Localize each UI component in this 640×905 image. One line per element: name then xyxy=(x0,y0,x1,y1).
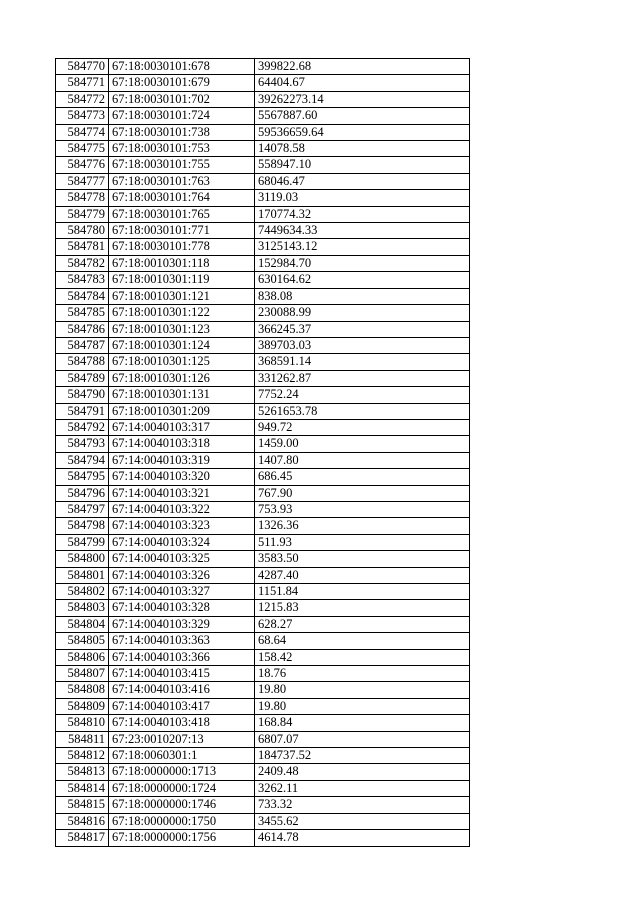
row-number-cell: 584816 xyxy=(56,813,109,829)
cadastral-number-cell: 67:18:0010301:118 xyxy=(109,255,255,271)
table-row xyxy=(56,764,470,780)
row-number-cell: 584771 xyxy=(56,75,109,91)
table-row xyxy=(56,190,470,206)
cadastral-number-cell: 67:18:0000000:1713 xyxy=(109,764,255,780)
table-row xyxy=(56,633,470,649)
cadastral-number-cell: 67:18:0030101:702 xyxy=(109,91,255,107)
value-cell: 753.93 xyxy=(255,501,470,517)
table-row xyxy=(56,731,470,747)
cadastral-number-cell: 67:18:0060301:1 xyxy=(109,748,255,764)
value-cell: 1459.00 xyxy=(255,436,470,452)
cadastral-number-cell: 67:18:0000000:1750 xyxy=(109,813,255,829)
value-cell: 19.80 xyxy=(255,682,470,698)
table-row xyxy=(56,698,470,714)
value-cell: 4614.78 xyxy=(255,830,470,846)
row-number-cell: 584775 xyxy=(56,141,109,157)
row-number-cell: 584777 xyxy=(56,173,109,189)
cadastral-number-cell: 67:18:0010301:119 xyxy=(109,272,255,288)
table-row xyxy=(56,173,470,189)
table-row xyxy=(56,124,470,140)
table-row xyxy=(56,141,470,157)
cadastral-number-cell: 67:14:0040103:415 xyxy=(109,666,255,682)
table-row xyxy=(56,600,470,616)
value-cell: 168.84 xyxy=(255,715,470,731)
row-number-cell: 584811 xyxy=(56,731,109,747)
table-body xyxy=(56,59,470,847)
row-number-cell: 584794 xyxy=(56,452,109,468)
table-row xyxy=(56,830,470,846)
table-row xyxy=(56,666,470,682)
row-number-cell: 584803 xyxy=(56,600,109,616)
cadastral-number-cell: 67:18:0030101:738 xyxy=(109,124,255,140)
table-row xyxy=(56,748,470,764)
value-cell: 389703.03 xyxy=(255,337,470,353)
table-row xyxy=(56,797,470,813)
table-row xyxy=(56,649,470,665)
value-cell: 230088.99 xyxy=(255,305,470,321)
cadastral-number-cell: 67:14:0040103:327 xyxy=(109,584,255,600)
row-number-cell: 584779 xyxy=(56,206,109,222)
table-row xyxy=(56,534,470,550)
row-number-cell: 584785 xyxy=(56,305,109,321)
cadastral-number-cell: 67:18:0010301:123 xyxy=(109,321,255,337)
cadastral-number-cell: 67:18:0010301:126 xyxy=(109,370,255,386)
row-number-cell: 584780 xyxy=(56,223,109,239)
table-row xyxy=(56,551,470,567)
row-number-cell: 584813 xyxy=(56,764,109,780)
value-cell: 39262273.14 xyxy=(255,91,470,107)
row-number-cell: 584805 xyxy=(56,633,109,649)
table-row xyxy=(56,485,470,501)
table-row xyxy=(56,469,470,485)
cadastral-number-cell: 67:18:0030101:678 xyxy=(109,59,255,75)
row-number-cell: 584776 xyxy=(56,157,109,173)
value-cell: 1407.80 xyxy=(255,452,470,468)
table-row xyxy=(56,288,470,304)
value-cell: 68046.47 xyxy=(255,173,470,189)
row-number-cell: 584783 xyxy=(56,272,109,288)
row-number-cell: 584770 xyxy=(56,59,109,75)
table-row xyxy=(56,239,470,255)
row-number-cell: 584786 xyxy=(56,321,109,337)
row-number-cell: 584788 xyxy=(56,354,109,370)
row-number-cell: 584772 xyxy=(56,91,109,107)
row-number-cell: 584815 xyxy=(56,797,109,813)
cadastral-number-cell: 67:18:0030101:778 xyxy=(109,239,255,255)
value-cell: 3262.11 xyxy=(255,780,470,796)
value-cell: 5261653.78 xyxy=(255,403,470,419)
table-row xyxy=(56,436,470,452)
cadastral-number-cell: 67:18:0030101:763 xyxy=(109,173,255,189)
table-row xyxy=(56,305,470,321)
table-row xyxy=(56,584,470,600)
value-cell: 14078.58 xyxy=(255,141,470,157)
cadastral-number-cell: 67:18:0030101:765 xyxy=(109,206,255,222)
table-row xyxy=(56,223,470,239)
cadastral-number-cell: 67:14:0040103:324 xyxy=(109,534,255,550)
cadastral-number-cell: 67:18:0030101:764 xyxy=(109,190,255,206)
row-number-cell: 584782 xyxy=(56,255,109,271)
cadastral-number-cell: 67:14:0040103:321 xyxy=(109,485,255,501)
cadastral-number-cell: 67:18:0000000:1756 xyxy=(109,830,255,846)
table-row xyxy=(56,403,470,419)
row-number-cell: 584795 xyxy=(56,469,109,485)
table-row xyxy=(56,75,470,91)
value-cell: 152984.70 xyxy=(255,255,470,271)
row-number-cell: 584814 xyxy=(56,780,109,796)
table-row xyxy=(56,272,470,288)
cadastral-number-cell: 67:14:0040103:328 xyxy=(109,600,255,616)
row-number-cell: 584791 xyxy=(56,403,109,419)
row-number-cell: 584807 xyxy=(56,666,109,682)
row-number-cell: 584778 xyxy=(56,190,109,206)
cadastral-number-cell: 67:18:0010301:125 xyxy=(109,354,255,370)
row-number-cell: 584798 xyxy=(56,518,109,534)
cadastral-number-cell: 67:18:0010301:122 xyxy=(109,305,255,321)
value-cell: 558947.10 xyxy=(255,157,470,173)
cadastral-number-cell: 67:14:0040103:319 xyxy=(109,452,255,468)
cadastral-number-cell: 67:14:0040103:318 xyxy=(109,436,255,452)
row-number-cell: 584809 xyxy=(56,698,109,714)
table-row xyxy=(56,715,470,731)
cadastral-number-cell: 67:14:0040103:325 xyxy=(109,551,255,567)
cadastral-number-cell: 67:18:0030101:755 xyxy=(109,157,255,173)
cadastral-number-cell: 67:18:0010301:131 xyxy=(109,387,255,403)
row-number-cell: 584789 xyxy=(56,370,109,386)
value-cell: 6807.07 xyxy=(255,731,470,747)
row-number-cell: 584817 xyxy=(56,830,109,846)
value-cell: 3119.03 xyxy=(255,190,470,206)
row-number-cell: 584796 xyxy=(56,485,109,501)
value-cell: 630164.62 xyxy=(255,272,470,288)
row-number-cell: 584787 xyxy=(56,337,109,353)
row-number-cell: 584781 xyxy=(56,239,109,255)
row-number-cell: 584808 xyxy=(56,682,109,698)
row-number-cell: 584802 xyxy=(56,584,109,600)
value-cell: 767.90 xyxy=(255,485,470,501)
value-cell: 4287.40 xyxy=(255,567,470,583)
value-cell: 949.72 xyxy=(255,419,470,435)
value-cell: 628.27 xyxy=(255,616,470,632)
table-row xyxy=(56,370,470,386)
row-number-cell: 584784 xyxy=(56,288,109,304)
table-row xyxy=(56,419,470,435)
value-cell: 368591.14 xyxy=(255,354,470,370)
value-cell: 2409.48 xyxy=(255,764,470,780)
row-number-cell: 584799 xyxy=(56,534,109,550)
cadastral-number-cell: 67:18:0000000:1724 xyxy=(109,780,255,796)
row-number-cell: 584810 xyxy=(56,715,109,731)
value-cell: 3455.62 xyxy=(255,813,470,829)
value-cell: 68.64 xyxy=(255,633,470,649)
row-number-cell: 584774 xyxy=(56,124,109,140)
value-cell: 7752.24 xyxy=(255,387,470,403)
cadastral-number-cell: 67:14:0040103:366 xyxy=(109,649,255,665)
row-number-cell: 584804 xyxy=(56,616,109,632)
cadastral-number-cell: 67:14:0040103:416 xyxy=(109,682,255,698)
table-row xyxy=(56,616,470,632)
value-cell: 18.76 xyxy=(255,666,470,682)
value-cell: 1151.84 xyxy=(255,584,470,600)
table-row xyxy=(56,567,470,583)
cadastral-number-cell: 67:14:0040103:326 xyxy=(109,567,255,583)
value-cell: 733.32 xyxy=(255,797,470,813)
table-row xyxy=(56,682,470,698)
cadastral-number-cell: 67:18:0010301:121 xyxy=(109,288,255,304)
table-row xyxy=(56,337,470,353)
value-cell: 1326.36 xyxy=(255,518,470,534)
cadastral-number-cell: 67:18:0030101:771 xyxy=(109,223,255,239)
table-row xyxy=(56,59,470,75)
row-number-cell: 584800 xyxy=(56,551,109,567)
value-cell: 7449634.33 xyxy=(255,223,470,239)
cadastral-number-cell: 67:23:0010207:13 xyxy=(109,731,255,747)
value-cell: 3125143.12 xyxy=(255,239,470,255)
value-cell: 686.45 xyxy=(255,469,470,485)
value-cell: 366245.37 xyxy=(255,321,470,337)
value-cell: 5567887.60 xyxy=(255,108,470,124)
cadastral-number-cell: 67:14:0040103:417 xyxy=(109,698,255,714)
table-row xyxy=(56,452,470,468)
cadastral-number-cell: 67:14:0040103:329 xyxy=(109,616,255,632)
cadastral-number-cell: 67:14:0040103:320 xyxy=(109,469,255,485)
cadastral-number-cell: 67:18:0030101:753 xyxy=(109,141,255,157)
value-cell: 331262.87 xyxy=(255,370,470,386)
value-cell: 170774.32 xyxy=(255,206,470,222)
cadastral-value-table xyxy=(55,58,470,847)
table-row xyxy=(56,108,470,124)
value-cell: 399822.68 xyxy=(255,59,470,75)
value-cell: 511.93 xyxy=(255,534,470,550)
row-number-cell: 584812 xyxy=(56,748,109,764)
row-number-cell: 584801 xyxy=(56,567,109,583)
cadastral-number-cell: 67:14:0040103:323 xyxy=(109,518,255,534)
value-cell: 3583.50 xyxy=(255,551,470,567)
table-row xyxy=(56,157,470,173)
row-number-cell: 584790 xyxy=(56,387,109,403)
row-number-cell: 584793 xyxy=(56,436,109,452)
table-row xyxy=(56,354,470,370)
value-cell: 59536659.64 xyxy=(255,124,470,140)
cadastral-number-cell: 67:14:0040103:317 xyxy=(109,419,255,435)
cadastral-number-cell: 67:18:0010301:124 xyxy=(109,337,255,353)
row-number-cell: 584797 xyxy=(56,501,109,517)
value-cell: 184737.52 xyxy=(255,748,470,764)
cadastral-number-cell: 67:18:0030101:724 xyxy=(109,108,255,124)
value-cell: 158.42 xyxy=(255,649,470,665)
cadastral-number-cell: 67:14:0040103:322 xyxy=(109,501,255,517)
table-row xyxy=(56,780,470,796)
cadastral-number-cell: 67:18:0030101:679 xyxy=(109,75,255,91)
table-row xyxy=(56,501,470,517)
cadastral-number-cell: 67:18:0000000:1746 xyxy=(109,797,255,813)
table-row xyxy=(56,206,470,222)
table-row xyxy=(56,813,470,829)
cadastral-number-cell: 67:14:0040103:363 xyxy=(109,633,255,649)
table-row xyxy=(56,91,470,107)
row-number-cell: 584806 xyxy=(56,649,109,665)
table-row xyxy=(56,387,470,403)
value-cell: 1215.83 xyxy=(255,600,470,616)
table-row xyxy=(56,321,470,337)
table-row xyxy=(56,255,470,271)
table-row xyxy=(56,518,470,534)
cadastral-number-cell: 67:14:0040103:418 xyxy=(109,715,255,731)
value-cell: 838.08 xyxy=(255,288,470,304)
cadastral-number-cell: 67:18:0010301:209 xyxy=(109,403,255,419)
row-number-cell: 584773 xyxy=(56,108,109,124)
value-cell: 64404.67 xyxy=(255,75,470,91)
row-number-cell: 584792 xyxy=(56,419,109,435)
value-cell: 19.80 xyxy=(255,698,470,714)
